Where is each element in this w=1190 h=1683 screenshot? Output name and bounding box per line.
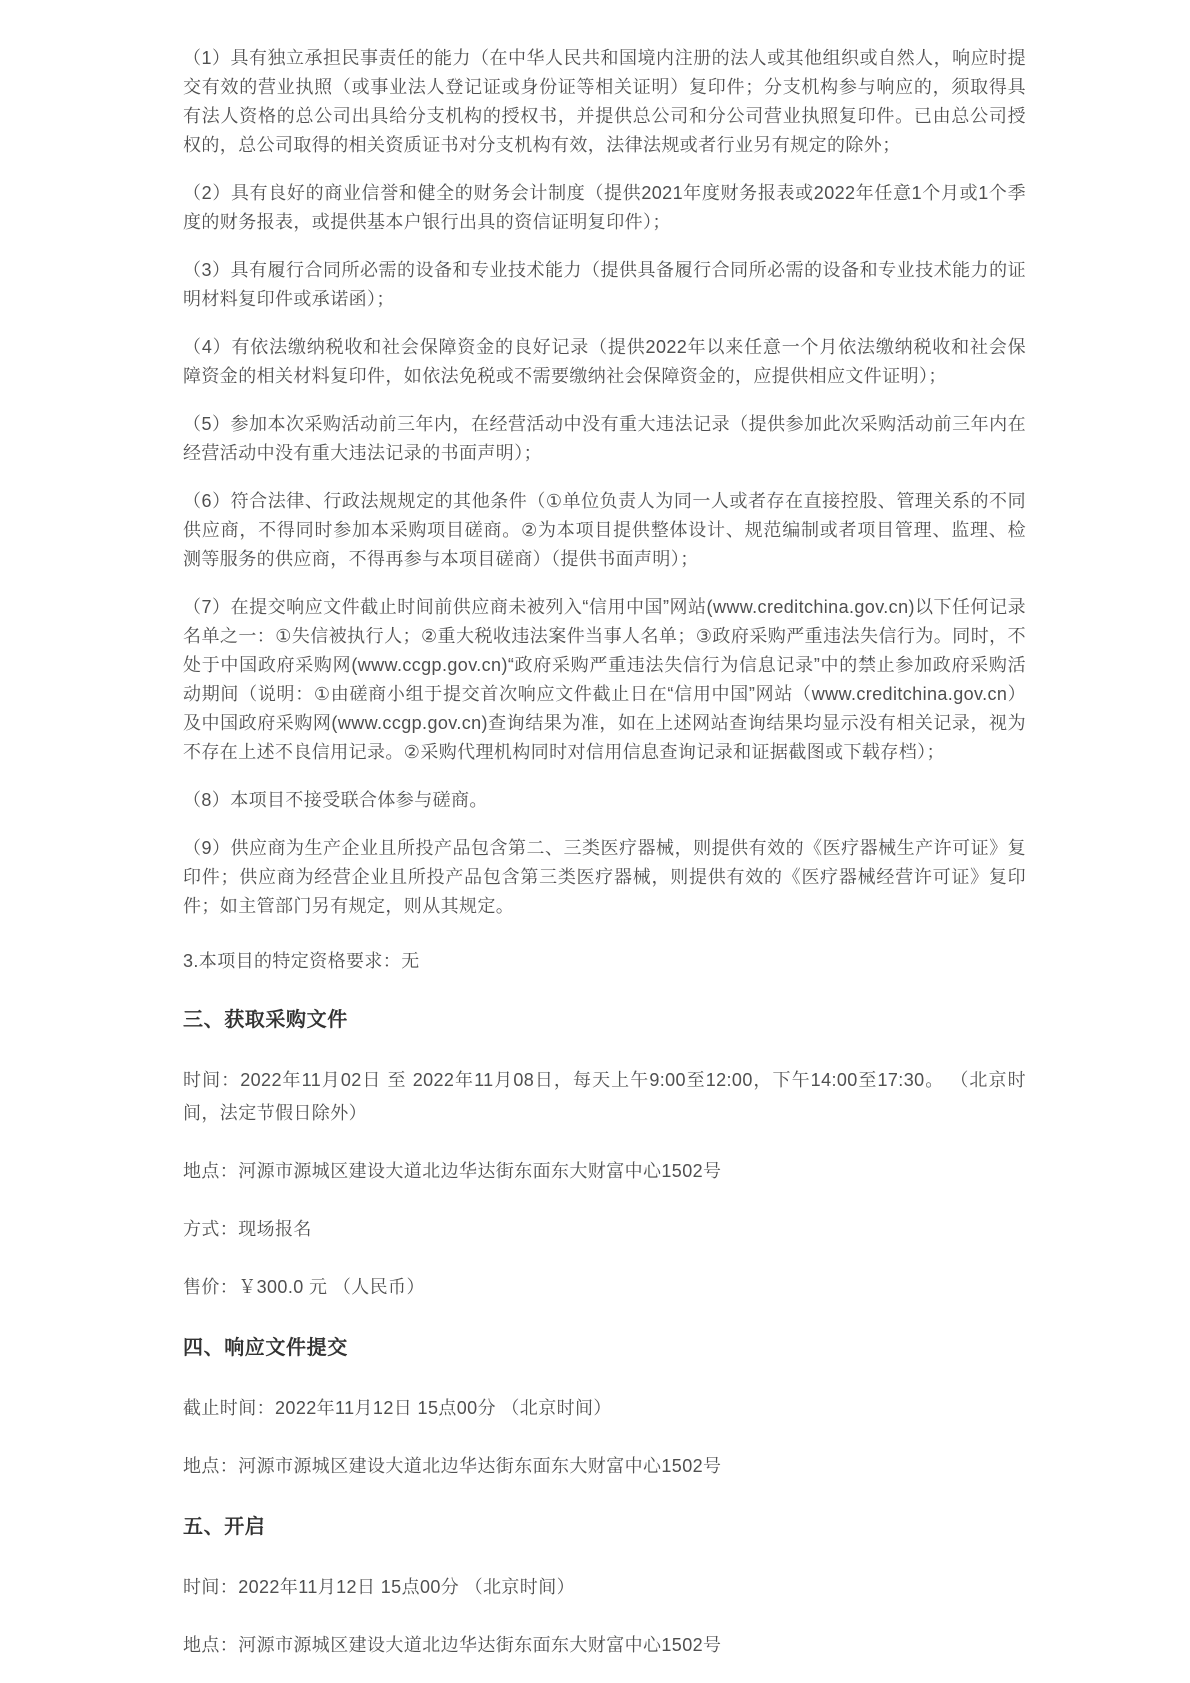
section-heading-obtain-documents: 三、获取采购文件: [183, 1009, 348, 1031]
obtain-location: 地点：河源市源城区建设大道北边华达街东面东大财富中心1502号: [183, 1161, 722, 1181]
qualification-item-1: （1）具有独立承担民事责任的能力（在中华人民共和国境内注册的法人或其他组织或自然人，响应时提交有效的营业执照（或事业法人登记证或身份证等相关证明）复印件；分支机构参与响应的，须取得具有法人资格的总公司出具给分支机构的授权书，并提供总公司和分公司营业执照复印件。已由总公司授权的，总公司取得的相关资质证书对分支机构有效，法律法规或者行业另有规定的除外；: [183, 48, 1026, 155]
qualification-item-7: （7）在提交响应文件截止时间前供应商未被列入“信用中国”网站(www.creditchina.gov.cn)以下任何记录名单之一：①失信被执行人；②重大税收违法案件当事人名单；③政府采购严重违法失信行为。同时，不处于中国政府采购网(www.ccgp.gov.cn)“政府采购严重违法失信行为信息记录”中的禁止参加政府采购活动期间（说明：①由磋商小组于提交首次响应文件截止日在“信用中国”网站（www.creditchina.gov.cn）及中国政府采购网(www.ccgp.gov.cn)查询结果为准，如在上述网站查询结果均显示没有相关记录，视为不存在上述不良信用记录。②采购代理机构同时对信用信息查询记录和证据截图或下载存档）；: [183, 597, 1026, 762]
specific-qualification-note: 3.本项目的特定资格要求：无: [183, 951, 420, 971]
section-heading-response-submission: 四、响应文件提交: [183, 1337, 348, 1359]
qualification-item-8: （8）本项目不接受联合体参与磋商。: [183, 790, 488, 810]
obtain-method: 方式：现场报名: [183, 1219, 312, 1239]
qualification-item-5: （5）参加本次采购活动前三年内，在经营活动中没有重大违法记录（提供参加此次采购活动前三年内在经营活动中没有重大违法记录的书面声明）；: [183, 414, 1026, 463]
section-heading-opening: 五、开启: [183, 1516, 266, 1538]
qualification-item-3: （3）具有履行合同所必需的设备和专业技术能力（提供具备履行合同所必需的设备和专业技术能力的证明材料复印件或承诺函）；: [183, 260, 1026, 309]
qualification-item-9: （9）供应商为生产企业且所投产品包含第二、三类医疗器械，则提供有效的《医疗器械生产许可证》复印件；供应商为经营企业且所投产品包含第三类医疗器械，则提供有效的《医疗器械经营许可证》复印件；如主管部门另有规定，则从其规定。: [183, 838, 1026, 916]
qualification-item-2: （2）具有良好的商业信誉和健全的财务会计制度（提供2021年度财务报表或2022年任意1个月或1个季度的财务报表，或提供基本户银行出具的资信证明复印件）；: [183, 183, 1026, 232]
obtain-time: 时间：2022年11月02日 至 2022年11月08日，每天上午9:00至12:00，下午14:00至17:30。 （北京时间，法定节假日除外）: [183, 1070, 1026, 1123]
submission-location: 地点：河源市源城区建设大道北边华达街东面东大财富中心1502号: [183, 1456, 722, 1476]
opening-time: 时间：2022年11月12日 15点00分 （北京时间）: [183, 1577, 575, 1597]
document-content: [183, 0, 1026, 1662]
opening-location: 地点：河源市源城区建设大道北边华达街东面东大财富中心1502号: [183, 1635, 722, 1655]
qualification-item-4: （4）有依法缴纳税收和社会保障资金的良好记录（提供2022年以来任意一个月依法缴纳税收和社会保障资金的相关材料复印件，如依法免税或不需要缴纳社会保障资金的，应提供相应文件证明）；: [183, 337, 1026, 386]
obtain-price: 售价：￥300.0 元 （人民币）: [183, 1277, 425, 1297]
submission-deadline: 截止时间：2022年11月12日 15点00分 （北京时间）: [183, 1398, 612, 1418]
qualification-item-6: （6）符合法律、行政法规规定的其他条件（①单位负责人为同一人或者存在直接控股、管理关系的不同供应商，不得同时参加本采购项目磋商。②为本项目提供整体设计、规范编制或者项目管理、监理、检测等服务的供应商，不得再参与本项目磋商）（提供书面声明）；: [183, 491, 1026, 569]
